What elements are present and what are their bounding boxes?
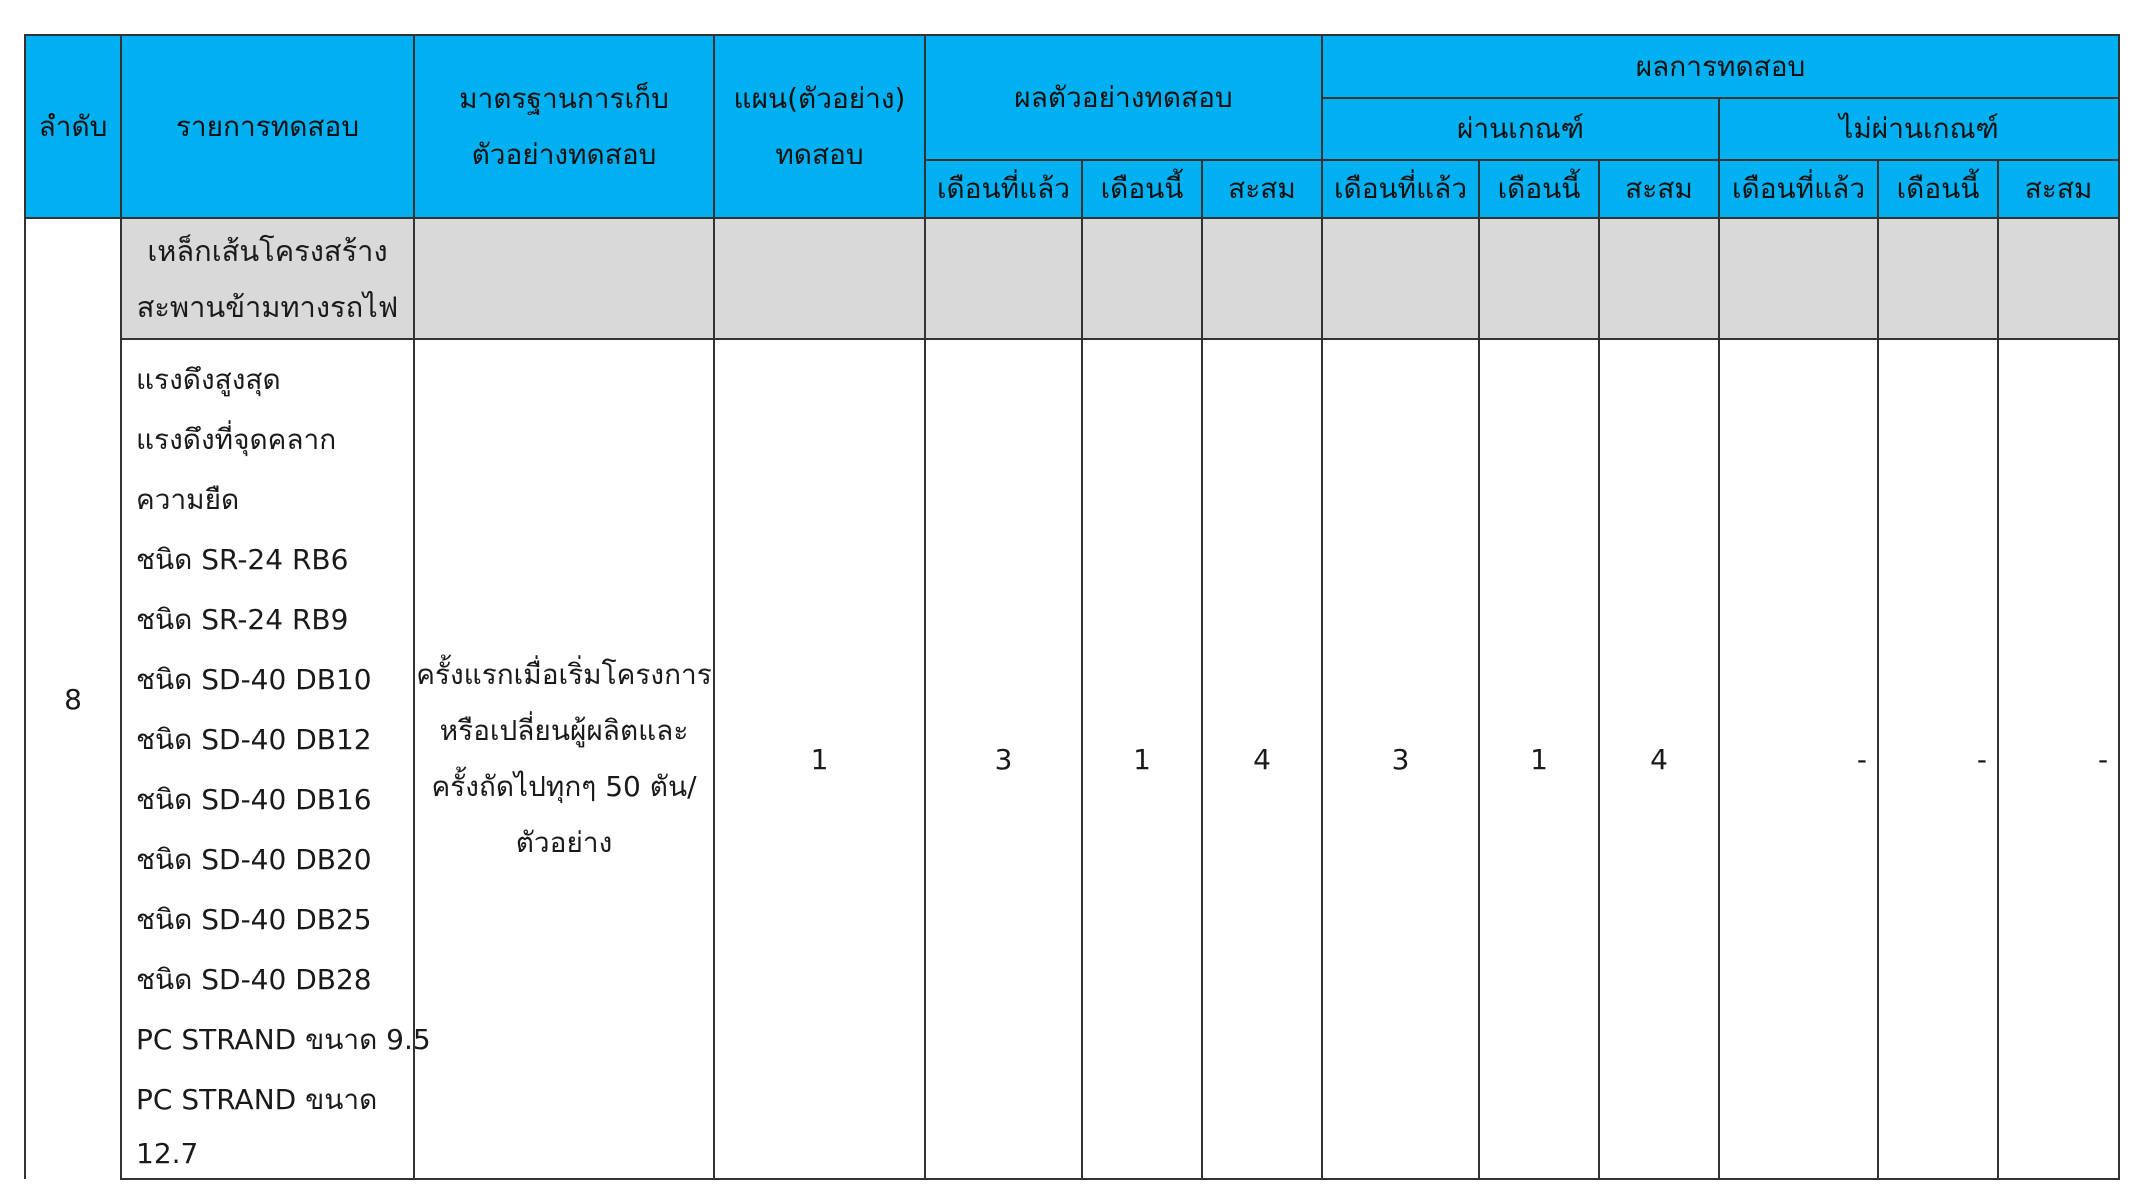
- header-pass: ผ่านเกณฑ์: [1322, 98, 1719, 160]
- table-row: [25, 339, 2119, 1179]
- header-order: ลำดับ: [25, 35, 121, 218]
- standard-line: หรือเปลี่ยนผู้ผลิตและ: [439, 714, 689, 747]
- section-title-line1: เหล็กเส้นโครงสร้าง: [147, 233, 388, 268]
- header-pass-this-month: เดือนนี้: [1479, 160, 1599, 218]
- list-item: แรงดึงที่จุดคลาก: [136, 423, 337, 456]
- header-fail-cumulative: สะสม: [1998, 160, 2119, 218]
- list-item: ชนิด SD-40 DB28: [136, 963, 372, 996]
- fail-last-month-value: -: [1719, 339, 1878, 1179]
- list-item: PC STRAND ขนาด: [136, 1083, 378, 1116]
- list-item: ชนิด SR-24 RB9: [136, 603, 349, 636]
- test-results-table: [24, 34, 2120, 1180]
- standard-line: ครั้งแรกเมื่อเริ่มโครงการ: [416, 658, 712, 691]
- header-sample-this-month: เดือนนี้: [1082, 160, 1202, 218]
- plan-value: 1: [714, 339, 925, 1179]
- list-item: ชนิด SR-24 RB6: [136, 543, 349, 576]
- pass-last-month-value: 3: [1322, 339, 1479, 1179]
- header-sample-last-month: เดือนที่แล้ว: [925, 160, 1082, 218]
- sample-last-month-value: 3: [925, 339, 1082, 1179]
- section-title-line2: สะพานข้ามทางรถไฟ: [136, 289, 399, 324]
- header-sample-results: ผลตัวอย่างทดสอบ: [925, 35, 1322, 160]
- pass-cumulative-value: 4: [1599, 339, 1719, 1179]
- standard-cell: [414, 339, 714, 1179]
- standard-line: ตัวอย่าง: [515, 826, 613, 859]
- header-plan-line1: แผน(ตัวอย่าง): [733, 81, 906, 115]
- header-fail-last-month: เดือนที่แล้ว: [1719, 160, 1878, 218]
- row-index: 8: [25, 218, 121, 1179]
- list-item: ชนิด SD-40 DB16: [136, 783, 372, 816]
- header-standard-line1: มาตรฐานการเก็บ: [459, 81, 669, 115]
- header-pass-last-month: เดือนที่แล้ว: [1322, 160, 1479, 218]
- header-test-results: ผลการทดสอบ: [1322, 35, 2119, 98]
- header-standard: [414, 35, 714, 218]
- list-item: 12.7: [136, 1137, 199, 1170]
- header-fail-this-month: เดือนนี้: [1878, 160, 1998, 218]
- header-plan-line2: ทดสอบ: [775, 137, 864, 171]
- list-item: ชนิด SD-40 DB12: [136, 723, 372, 756]
- header-pass-cumulative: สะสม: [1599, 160, 1719, 218]
- fail-this-month-value: -: [1878, 339, 1998, 1179]
- header-fail: ไม่ผ่านเกณฑ์: [1719, 98, 2119, 160]
- sample-cumulative-value: 4: [1202, 339, 1322, 1179]
- section-row: [25, 218, 2119, 339]
- sample-this-month-value: 1: [1082, 339, 1202, 1179]
- standard-line: ครั้งถัดไปทุกๆ 50 ตัน/: [431, 770, 697, 803]
- list-item: แรงดึงสูงสุด: [136, 363, 281, 396]
- pass-this-month-value: 1: [1479, 339, 1599, 1179]
- list-item: PC STRAND ขนาด 9.5: [136, 1023, 431, 1056]
- fail-cumulative-value: -: [1998, 339, 2119, 1179]
- item-list: [121, 339, 431, 1179]
- list-item: ชนิด SD-40 DB10: [136, 663, 372, 696]
- header-item: รายการทดสอบ: [121, 35, 414, 218]
- list-item: ชนิด SD-40 DB25: [136, 903, 372, 936]
- list-item: ความยืด: [136, 483, 240, 516]
- list-item: ชนิด SD-40 DB20: [136, 843, 372, 876]
- header-plan: [714, 35, 925, 218]
- header-standard-line2: ตัวอย่างทดสอบ: [471, 137, 657, 171]
- section-title: [121, 218, 414, 339]
- header-sample-cumulative: สะสม: [1202, 160, 1322, 218]
